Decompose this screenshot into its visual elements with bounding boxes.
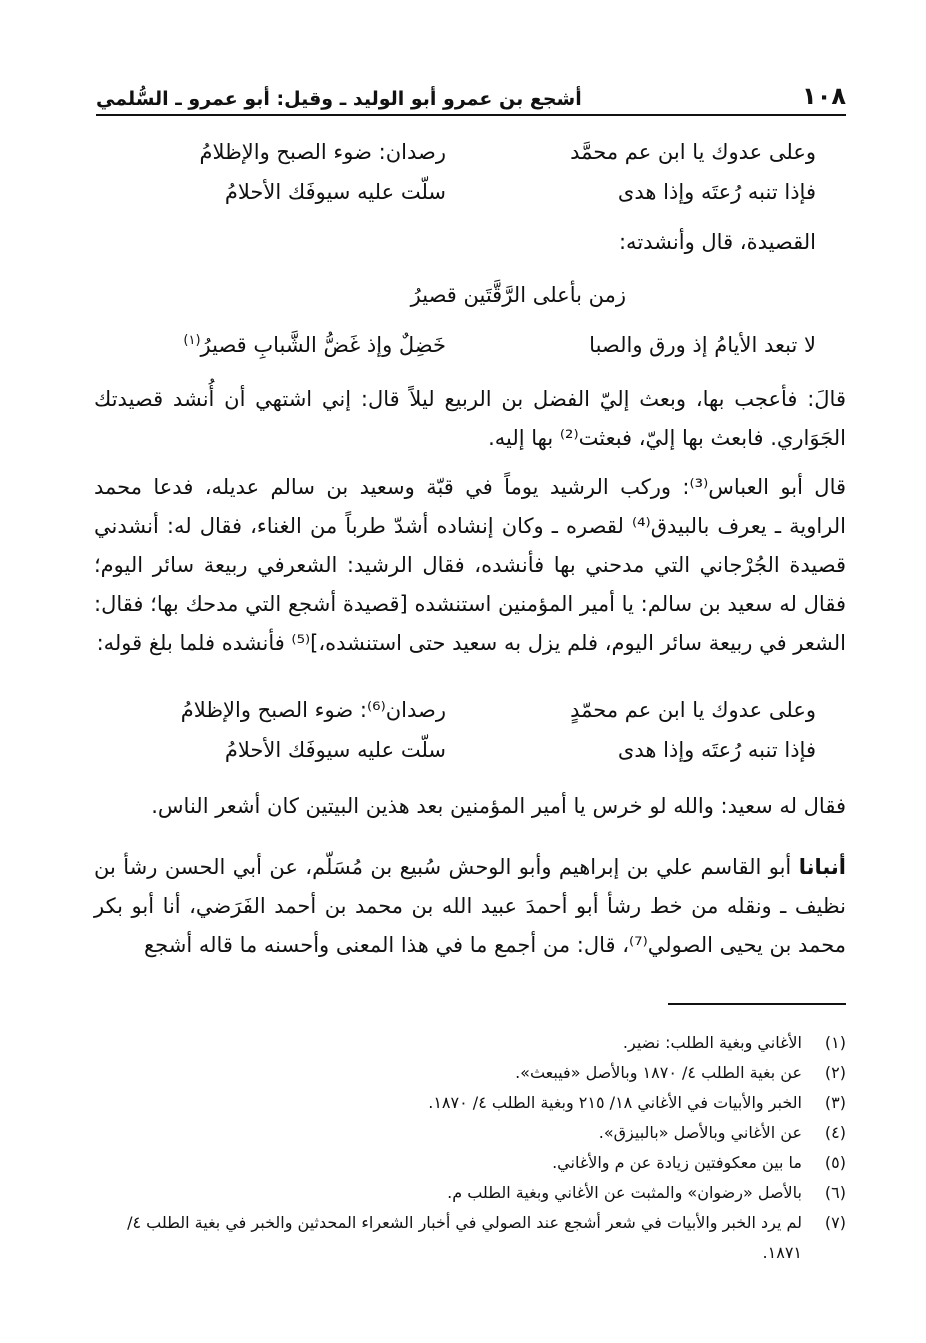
footnote-text: بالأصل «رضوان» والمثبت عن الأغاني وبغية الطلب م. [447, 1183, 802, 1202]
footnote-4 [90, 1118, 846, 1148]
verse1-line2-first-hemistich: فإذا تنبه رُعتَه وإذا هدى [617, 180, 816, 204]
paragraph-4-body: أبو القاسم علي بن إبراهيم وأبو الوحش سُبيع بن مُسَلّم، عن أبي الحسن رشأ بن نظيف ـ ونقله من خط رشأ أبو أحمدَ عبيد الله بن محمد بن أحمد الفَرَضي، أنا أبو بكر محمد بن يحيى الصولي⁽⁷⁾، قال: من أجمع ما في هذا المعنى وأحسنه ما قاله أشجع [94, 855, 846, 957]
centered-verse: زمن بأعلى الرَّقَّتَين قصيرُ [410, 283, 626, 307]
footnote-number: (٧) [824, 1213, 846, 1232]
footnote-number: (٤) [824, 1123, 846, 1142]
verse1-line1-second-hemistich: رصدان: ضوء الصبح والإظلامُ [199, 140, 446, 164]
footnote-text: الأغاني وبغية الطلب: نضير. [622, 1033, 802, 1052]
footnotes [90, 1028, 846, 1268]
footnote-number: (٥) [824, 1153, 846, 1172]
paragraph-4 [94, 848, 846, 965]
verse2-second-text: خَضِلٌ وإذ غَضُّ الشَّبابِ قصيرُ [200, 333, 446, 357]
verse1-line1-first-hemistich: وعلى عدوك يا ابن عم محمَّد [570, 140, 816, 164]
footnote-text: ما بين معكوفتين زيادة عن م والأغاني. [552, 1153, 802, 1172]
paragraph-4-text [94, 848, 846, 965]
footnote-text: عن الأغاني وبالأصل «بالبيزق». [598, 1123, 802, 1142]
footnote-2 [90, 1058, 846, 1088]
verse3-line1-first-hemistich: وعلى عدوك يا ابن عم محمّدٍ [570, 698, 816, 722]
verse2-footnote-marker: (١) [183, 333, 201, 348]
footnote-number: (٣) [824, 1093, 846, 1112]
footnote-6 [90, 1178, 846, 1208]
verse2-first-hemistich: لا تبعد الأيامُ إذ ورق والصبا [589, 333, 816, 357]
footnote-text: الخبر والأبيات في الأغاني ١٨/ ٢١٥ وبغية الطلب ٤/ ١٨٧٠. [428, 1093, 802, 1112]
verse3-line1-second-hemistich: رصدان⁽⁶⁾: ضوء الصبح والإظلامُ [180, 698, 446, 722]
paragraph-1-text: قالَ: فأعجب بها، وبعث إليّ الفضل بن الربيع ليلاً قال: إني اشتهي أن أُنشد قصيدتك الجَوَاري. فابعث بها إليّ، فبعثت⁽²⁾ بها إليه. [94, 387, 846, 450]
footnote-text: لم يرد الخبر والأبيات في شعر أشجع عند الصولي في أخبار الشعراء المحدثين والخبر في بغية الطلب ٤/ ١٨٧١. [127, 1213, 802, 1262]
paragraph-2-text: قال أبو العباس⁽³⁾: وركب الرشيد يوماً في قبّة وسعيد بن سالم عديله، فدعا محمد الراوية ـ يعرف بالبيدق⁽⁴⁾ لقصره ـ وكان إنشاده أشدّ طرباً من الغناء، فقال له: أنشدني قصيدة الجُرْجاني التي مدحني بها فأنشده، فقال الرشيد: الشعرفي ربيعة سائر اليوم؛ فقال له سعيد بن سالم: يا أمير المؤمنين استنشده [قصيدة أشجع التي مدحك بها؛ فقال: الشعر في ربيعة سائر اليوم، فلم يزل به سعيد حتى استنشده،]⁽⁵⁾ فأنشده فلما بلغ قوله: [94, 475, 847, 655]
page-number: ١٠٨ [802, 82, 846, 110]
footnote-7 [90, 1208, 846, 1268]
paragraph-2 [94, 468, 846, 663]
verse3-line2-first-hemistich: فإذا تنبه رُعتَه وإذا هدى [617, 738, 816, 762]
verse3-line2-second-hemistich: سلّت عليه سيوفَك الأحلامُ [224, 738, 446, 762]
footnote-number: (١) [824, 1033, 846, 1052]
footnote-divider [668, 1003, 846, 1005]
running-title: أشجع بن عمرو أبو الوليد ـ وقيل: أبو عمرو ـ السُّلمي [96, 88, 582, 110]
footnote-1 [90, 1028, 846, 1058]
footnote-number: (٦) [824, 1183, 846, 1202]
intro-line: القصيدة، قال وأنشدته: [618, 230, 816, 254]
footnote-number: (٢) [824, 1063, 846, 1082]
footnote-text: عن بغية الطلب ٤/ ١٨٧٠ وبالأصل «فيبعث». [515, 1063, 802, 1082]
paragraph-3 [94, 787, 846, 826]
verse1-line2-second-hemistich: سلّت عليه سيوفَك الأحلامُ [224, 180, 446, 204]
paragraph-3-text: فقال له سعيد: والله لو خرس يا أمير المؤمنين بعد هذين البيتين كان أشعر الناس. [151, 794, 846, 818]
verse2-second-hemistich [183, 333, 446, 357]
paragraph-1 [94, 380, 846, 458]
page-header [96, 66, 846, 116]
paragraph-4-lead: أنبانا [798, 855, 846, 879]
footnote-3 [90, 1088, 846, 1118]
footnote-5 [90, 1148, 846, 1178]
